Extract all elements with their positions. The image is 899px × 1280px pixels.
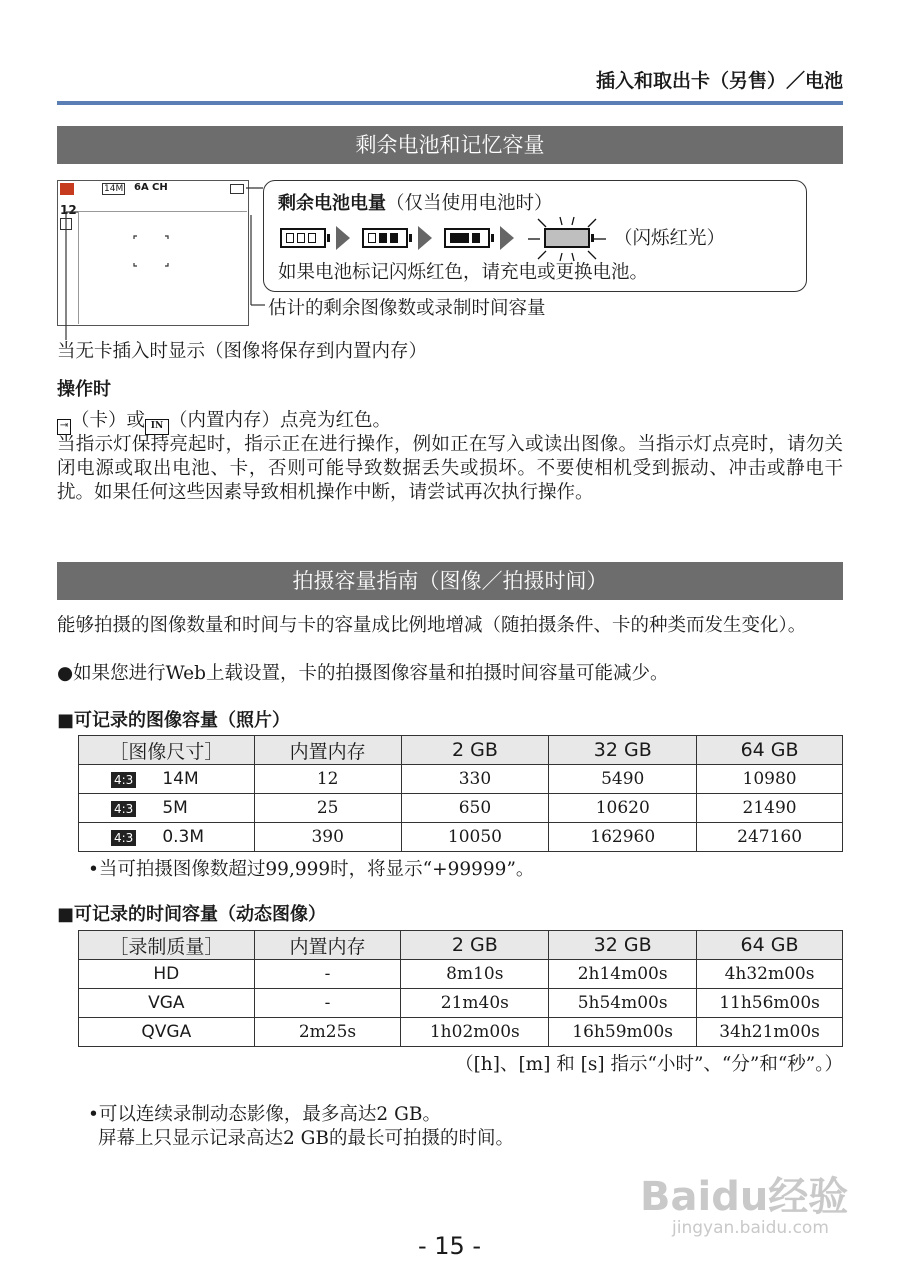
aspect-ratio-icon: 4:3 — [111, 772, 136, 788]
page-header-title: 插入和取出卡（另售）／电池 — [595, 70, 843, 92]
picture-size: 5M — [162, 798, 188, 818]
table-cell: 12 — [254, 765, 401, 794]
table-cell: 21m40s — [401, 989, 549, 1018]
watermark-url: jingyan.baidu.com — [672, 1218, 829, 1238]
table-row — [79, 960, 843, 989]
table-cell: - — [254, 960, 401, 989]
remaining-capacity-label: 估计的剩余图像数或录制时间容量 — [268, 298, 546, 319]
battery-full-icon — [280, 228, 326, 248]
section-title-capacity: 拍摄容量指南（图像／拍摄时间） — [57, 562, 843, 600]
column-header: ［图像尺寸］ — [79, 736, 255, 765]
battery-level-note: （仅当使用电池时） — [386, 193, 553, 214]
arrow-right-icon — [418, 226, 432, 250]
column-header: 内置内存 — [254, 736, 401, 765]
table-cell: 390 — [254, 823, 401, 852]
battery-one-third-icon — [444, 228, 490, 248]
continuous-recording-note: •可以连续录制动态影像，最多高达2 GB。 — [88, 1104, 441, 1125]
photo-limit-note: •当可拍摄图像数超过99,999时，将显示“+99999”。 — [88, 859, 535, 880]
remaining-count: 12 — [60, 203, 77, 217]
battery-two-thirds-icon — [362, 228, 408, 248]
photo-capacity-table — [78, 735, 843, 852]
table-row — [79, 1018, 843, 1047]
table-cell: 5h54m00s — [549, 989, 697, 1018]
page-number: - 15 - — [417, 1232, 482, 1260]
table-cell: 21490 — [697, 794, 843, 823]
battery-level-title: 剩余电池电量 — [278, 193, 386, 214]
photo-capacity-heading: ■可记录的图像容量（照片） — [57, 710, 291, 731]
video-capacity-heading: ■可记录的时间容量（动态图像） — [57, 904, 327, 925]
capacity-intro: 能够拍摄的图像数量和时间与卡的容量成比例地增减（随拍摄条件、卡的种类而发生变化）。 — [57, 615, 807, 636]
web-upload-note: ●如果您进行Web上载设置，卡的拍摄图像容量和拍摄时间容量可能减少。 — [57, 663, 669, 684]
column-header: 2 GB — [401, 736, 549, 765]
table-cell: 162960 — [549, 823, 697, 852]
table-cell: 247160 — [697, 823, 843, 852]
table-cell: 16h59m00s — [549, 1018, 697, 1047]
table-cell: 34h21m00s — [697, 1018, 843, 1047]
recording-quality: HD — [79, 960, 255, 989]
operating-body-text: 当指示灯保持亮起时，指示正在进行操作，例如正在写入或读出图像。当指示灯点亮时，请勿关闭电源或取出电池、卡，否则可能导致数据丢失或损坏。不要使相机受到振动、冲击或静电干扰。如果任何这些因素导致相机操作中断，请尝试再次执行操作。 — [57, 434, 843, 503]
table-cell: 10050 — [401, 823, 549, 852]
section-title-battery: 剩余电池和记忆容量 — [57, 126, 843, 164]
table-cell: 5490 — [549, 765, 697, 794]
column-header: 64 GB — [697, 931, 843, 960]
operating-heading: 操作时 — [57, 379, 111, 400]
recording-quality: QVGA — [79, 1018, 255, 1047]
column-header: 64 GB — [697, 736, 843, 765]
arrow-right-icon — [336, 226, 350, 250]
column-header: ［录制质量］ — [79, 931, 255, 960]
aspect-ratio-icon: 4:3 — [111, 801, 136, 817]
table-cell: 2m25s — [254, 1018, 401, 1047]
picture-size-indicator: 14M — [104, 184, 124, 194]
recording-quality: VGA — [79, 989, 255, 1018]
table-cell: 650 — [401, 794, 549, 823]
table-cell: 10620 — [549, 794, 697, 823]
table-cell: 8m10s — [401, 960, 549, 989]
flash-rays-icon — [526, 215, 608, 263]
table-cell: 4h32m00s — [697, 960, 843, 989]
column-header: 32 GB — [549, 931, 697, 960]
stabilizer-indicator: CH — [152, 182, 168, 193]
operating-indicator-line: ⇥ （卡）或 IN （内置内存）点亮为红色。 — [57, 409, 843, 435]
table-row — [79, 823, 843, 852]
table-cell: 25 — [254, 794, 401, 823]
column-header: 内置内存 — [254, 931, 401, 960]
table-cell: - — [254, 989, 401, 1018]
no-card-label: 当无卡插入时显示（图像将保存到内置内存） — [57, 341, 428, 362]
battery-advice: 如果电池标记闪烁红色，请充电或更换电池。 — [278, 262, 649, 283]
battery-callout-box — [263, 180, 807, 292]
table-row — [79, 794, 843, 823]
continuous-recording-note-2: 屏幕上只显示记录高达2 GB的最长可拍摄的时间。 — [98, 1128, 515, 1149]
table-cell: 11h56m00s — [697, 989, 843, 1018]
table-row — [79, 765, 843, 794]
card-access-icon: ⇥ — [57, 419, 71, 435]
picture-size: 14M — [162, 769, 199, 789]
table-cell: 2h14m00s — [549, 960, 697, 989]
table-cell: 1h02m00s — [401, 1018, 549, 1047]
watermark-logo: Baidu经验 — [640, 1174, 849, 1220]
arrow-right-icon — [500, 226, 514, 250]
flash-mode-indicator: 6A — [134, 182, 149, 193]
table-header-row — [79, 736, 843, 765]
table-cell: 10980 — [697, 765, 843, 794]
time-units-note: （[h]、[m] 和 [s] 指示“小时”、“分”和“秒”。） — [455, 1054, 843, 1075]
picture-size: 0.3M — [162, 827, 205, 847]
internal-memory-access-icon: IN — [145, 419, 169, 435]
aspect-ratio-icon: 4:3 — [111, 830, 136, 846]
column-header: 32 GB — [549, 736, 697, 765]
column-header: 2 GB — [401, 931, 549, 960]
table-cell: 330 — [401, 765, 549, 794]
table-row — [79, 989, 843, 1018]
video-capacity-table — [78, 930, 843, 1047]
flash-red-note: （闪烁红光） — [614, 228, 726, 249]
table-header-row — [79, 931, 843, 960]
